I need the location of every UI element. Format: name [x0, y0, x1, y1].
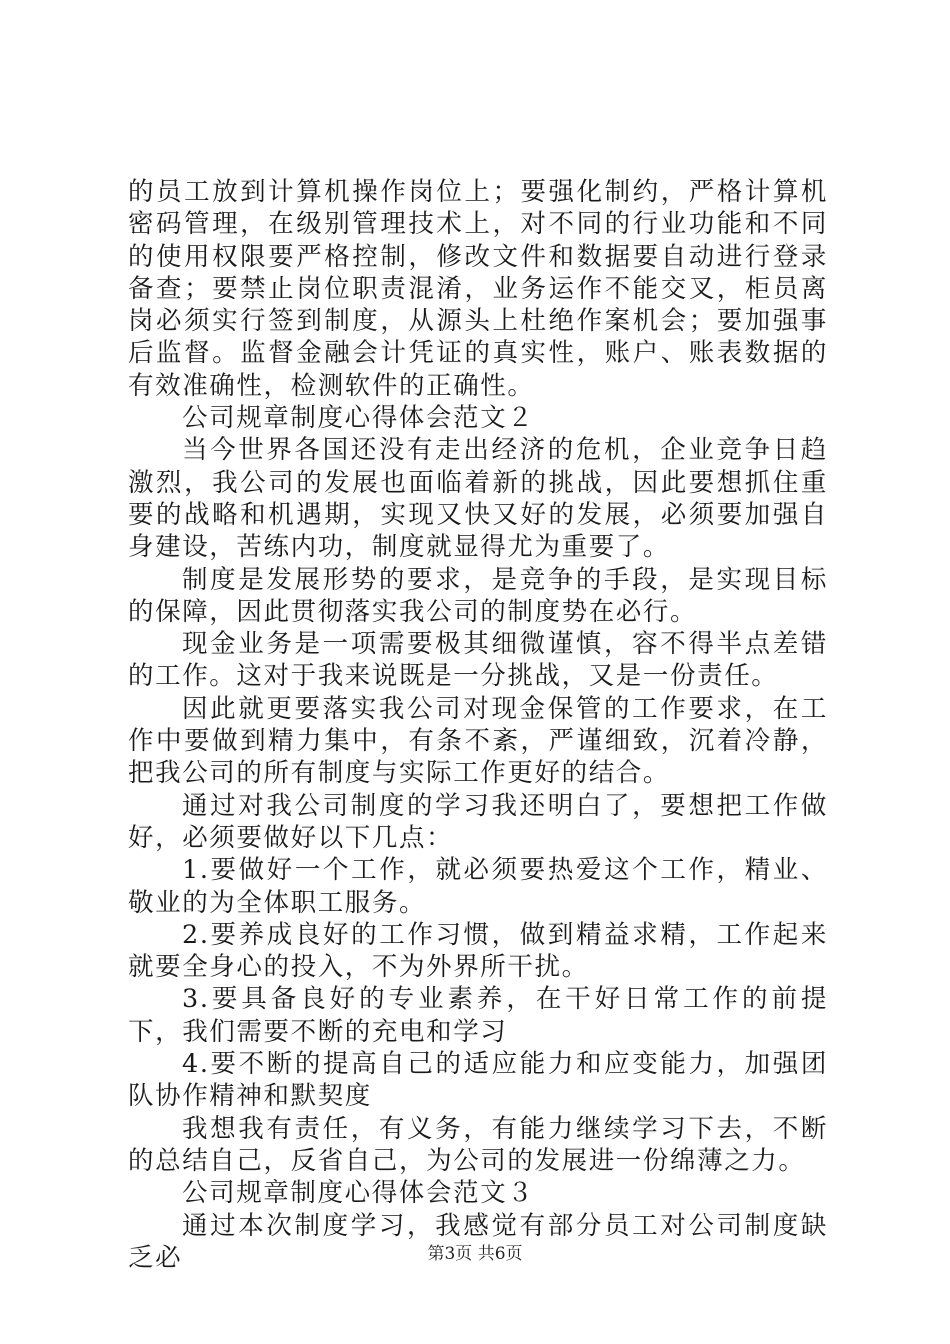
- section-heading: 公司规章制度心得体会范文２: [182, 403, 535, 434]
- paragraph: 因此就更要落实我公司对现金保管的工作要求，在工作中要做到精力集中，有条不紊，严谨细致，沉着冷静，把我公司的所有制度与实际工作更好的结合。: [128, 693, 828, 789]
- document-body: [128, 176, 828, 1274]
- paragraph: 当今世界各国还没有走出经济的危机，企业竞争日趋激烈，我公司的发展也面临着新的挑战，因此要想抓住重要的战略和机遇期，实现又快又好的发展，必须要加强自身建设，苦练内功，制度就显得尤为重要了。: [128, 435, 828, 563]
- paragraph: 通过对我公司制度的学习我还明白了，要想把工作做好，必须要做好以下几点：: [128, 790, 828, 853]
- page-number-footer: 第3页 共6页: [427, 1244, 523, 1264]
- paragraph: 通过本次制度学习，我感觉有部分员工对公司制度缺乏必: [128, 1210, 828, 1273]
- section-heading: 公司规章制度心得体会范文３: [182, 1178, 535, 1209]
- list-item: 1.要做好一个工作，就必须要热爱这个工作，精业、敬业的为全体职工服务。: [128, 855, 828, 918]
- list-item: 4.要不断的提高自己的适应能力和应变能力，加强团队协作精神和默契度: [128, 1049, 828, 1112]
- paragraph: 现金业务是一项需要极其细微谨慎，容不得半点差错的工作。这对于我来说既是一分挑战，又是一份责任。: [128, 629, 828, 692]
- paragraph: 我想我有责任，有义务，有能力继续学习下去，不断的总结自己，反省自己，为公司的发展进一份绵薄之力。: [128, 1113, 828, 1176]
- paragraph: 的员工放到计算机操作岗位上；要强化制约，严格计算机密码管理，在级别管理技术上，对不同的行业功能和不同的使用权限要严格控制，修改文件和数据要自动进行登录备查；要禁止岗位职责混淆，业务运作不能交叉，柜员离岗必须实行签到制度，从源头上杜绝作案机会；要加强事后监督。监督金融会计凭证的真实性，账户、账表数据的有效准确性，检测软件的正确性。: [128, 177, 828, 401]
- paragraph: 制度是发展形势的要求，是竞争的手段，是实现目标的保障，因此贯彻落实我公司的制度势在必行。: [128, 564, 828, 627]
- list-item: 3.要具备良好的专业素养，在干好日常工作的前提下，我们需要不断的充电和学习: [128, 984, 828, 1047]
- list-item: 2.要养成良好的工作习惯，做到精益求精，工作起来就要全身心的投入，不为外界所干扰。: [128, 919, 828, 983]
